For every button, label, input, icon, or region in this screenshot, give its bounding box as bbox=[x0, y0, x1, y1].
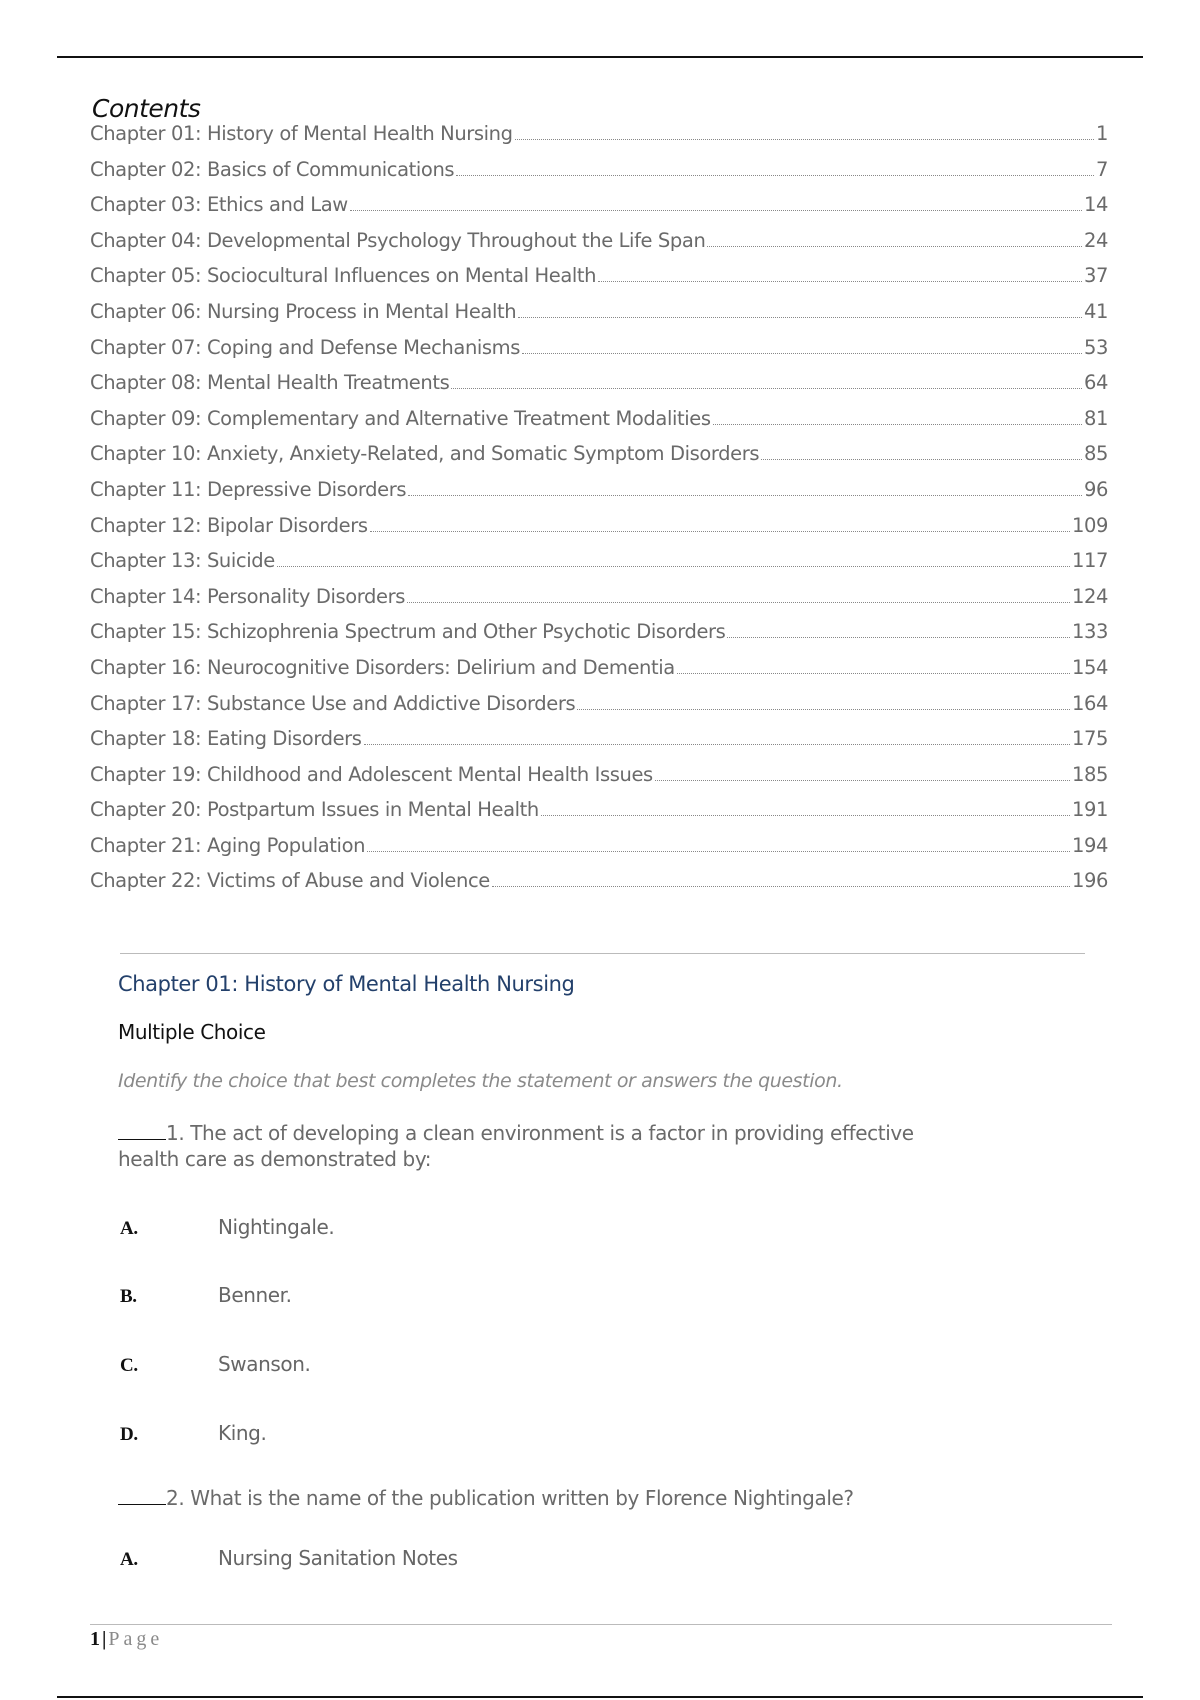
option-a bbox=[120, 1215, 334, 1240]
toc-dot-leader bbox=[370, 531, 1070, 532]
toc-entry-page: 81 bbox=[1083, 406, 1108, 430]
toc-dot-leader bbox=[655, 780, 1070, 781]
toc-entry-label: Chapter 07: Coping and Defense Mechanisms bbox=[90, 335, 521, 359]
toc-dot-leader bbox=[761, 459, 1082, 460]
option-letter: C. bbox=[120, 1355, 138, 1376]
toc-entry[interactable] bbox=[90, 585, 1108, 621]
footer-separator: | bbox=[102, 1628, 107, 1650]
toc-dot-leader bbox=[407, 602, 1070, 603]
toc-entry-label: Chapter 01: History of Mental Health Nursing bbox=[90, 122, 513, 145]
toc-entry-page: 185 bbox=[1071, 762, 1108, 786]
toc-entry-label: Chapter 11: Depressive Disorders bbox=[90, 477, 407, 501]
toc-entry-page: 175 bbox=[1071, 727, 1108, 751]
toc-entry[interactable] bbox=[90, 407, 1108, 443]
toc-entry[interactable] bbox=[90, 763, 1108, 799]
toc-dot-leader bbox=[451, 388, 1082, 389]
toc-entry[interactable] bbox=[90, 514, 1108, 550]
toc-dot-leader bbox=[522, 353, 1082, 354]
option-text: Nursing Sanitation Notes bbox=[218, 1546, 458, 1570]
toc-entry-label: Chapter 15: Schizophrenia Spectrum and Other Psychotic Disorders bbox=[90, 620, 726, 644]
instruction-text: Identify the choice that best completes the statement or answers the question. bbox=[118, 1070, 843, 1092]
toc-entry[interactable] bbox=[90, 478, 1108, 514]
toc-entry[interactable] bbox=[90, 656, 1108, 692]
toc-entry-page: 24 bbox=[1083, 228, 1108, 252]
toc-entry[interactable] bbox=[90, 798, 1108, 834]
page-label: Page bbox=[108, 1628, 164, 1650]
toc-entry[interactable] bbox=[90, 229, 1108, 265]
toc-dot-leader bbox=[677, 673, 1070, 674]
toc-entry-page: 64 bbox=[1083, 371, 1108, 395]
option-letter: A. bbox=[120, 1549, 138, 1570]
toc-dot-leader bbox=[367, 851, 1070, 852]
question-text: 2. What is the name of the publication written by Florence Nightingale? bbox=[166, 1486, 854, 1510]
toc-entry-label: Chapter 05: Sociocultural Influences on Mental Health bbox=[90, 264, 597, 288]
page-number: 1 bbox=[90, 1628, 100, 1650]
question-text: 1. The act of developing a clean environment is a factor in providing effective health care as demonstrated by: bbox=[118, 1121, 914, 1171]
top-rule bbox=[57, 56, 1143, 58]
footer-rule bbox=[90, 1624, 1112, 1625]
toc-entry-label: Chapter 19: Childhood and Adolescent Mental Health Issues bbox=[90, 762, 653, 786]
toc-entry-label: Chapter 20: Postpartum Issues in Mental Health bbox=[90, 798, 539, 822]
toc-entry[interactable] bbox=[90, 336, 1108, 372]
toc-entry-label: Chapter 13: Suicide bbox=[90, 549, 275, 573]
toc-dot-leader bbox=[707, 246, 1082, 247]
toc-dot-leader bbox=[713, 424, 1082, 425]
toc-entry-page: 164 bbox=[1071, 691, 1108, 715]
toc-entry-page: 194 bbox=[1071, 833, 1108, 857]
toc-entry-page: 1 bbox=[1095, 122, 1108, 145]
bottom-rule bbox=[57, 1696, 1143, 1698]
toc-entry[interactable] bbox=[90, 834, 1108, 870]
toc-dot-leader bbox=[408, 495, 1082, 496]
toc-dot-leader bbox=[364, 744, 1070, 745]
toc-dot-leader bbox=[350, 210, 1082, 211]
option-letter: B. bbox=[120, 1286, 137, 1307]
toc-entry[interactable] bbox=[90, 442, 1108, 478]
toc-entry-label: Chapter 12: Bipolar Disorders bbox=[90, 513, 368, 537]
toc-dot-leader bbox=[727, 637, 1070, 638]
toc-entry[interactable] bbox=[90, 727, 1108, 763]
toc-entry-page: 14 bbox=[1083, 193, 1108, 217]
toc-entry[interactable] bbox=[90, 300, 1108, 336]
toc-entry-label: Chapter 16: Neurocognitive Disorders: Delirium and Dementia bbox=[90, 655, 675, 679]
section-heading: Multiple Choice bbox=[118, 1020, 266, 1044]
toc-entry-label: Chapter 02: Basics of Communications bbox=[90, 157, 455, 181]
toc-entry[interactable] bbox=[90, 158, 1108, 194]
toc-entry-page: 53 bbox=[1083, 335, 1108, 359]
question-1 bbox=[118, 1120, 978, 1172]
toc-entry-label: Chapter 14: Personality Disorders bbox=[90, 584, 405, 608]
toc-entry-page: 85 bbox=[1083, 442, 1108, 466]
toc-entry-page: 191 bbox=[1071, 798, 1108, 822]
option-text: Benner. bbox=[218, 1283, 292, 1307]
toc-entry-page: 41 bbox=[1083, 299, 1108, 323]
toc-entry-label: Chapter 17: Substance Use and Addictive Disorders bbox=[90, 691, 576, 715]
option-b bbox=[120, 1283, 292, 1308]
option-text: King. bbox=[218, 1421, 267, 1445]
option-c bbox=[120, 1352, 310, 1377]
toc-entry-page: 124 bbox=[1071, 584, 1108, 608]
toc-entry-page: 196 bbox=[1071, 869, 1108, 893]
toc-entry-label: Chapter 06: Nursing Process in Mental Health bbox=[90, 299, 517, 323]
toc-entry-label: Chapter 21: Aging Population bbox=[90, 833, 366, 857]
toc-entry-label: Chapter 03: Ethics and Law bbox=[90, 193, 348, 217]
toc-entry-label: Chapter 10: Anxiety, Anxiety-Related, and Somatic Symptom Disorders bbox=[90, 442, 760, 466]
toc-entry[interactable] bbox=[90, 869, 1108, 905]
toc-entry-page: 117 bbox=[1071, 549, 1108, 573]
toc-entry-page: 133 bbox=[1071, 620, 1108, 644]
option-letter: A. bbox=[120, 1218, 138, 1239]
toc-entry-page: 154 bbox=[1071, 655, 1108, 679]
toc-entry[interactable] bbox=[90, 692, 1108, 728]
toc-entry-label: Chapter 08: Mental Health Treatments bbox=[90, 371, 450, 395]
option-text: Nightingale. bbox=[218, 1215, 335, 1239]
toc-entry[interactable] bbox=[90, 122, 1108, 158]
page-footer bbox=[90, 1628, 163, 1651]
section-divider bbox=[120, 953, 1085, 954]
answer-blank bbox=[118, 1486, 166, 1505]
option-d bbox=[120, 1421, 266, 1446]
toc-entry-page: 37 bbox=[1083, 264, 1108, 288]
toc-dot-leader bbox=[456, 175, 1094, 176]
toc-dot-leader bbox=[277, 566, 1070, 567]
contents-title: Contents bbox=[92, 94, 201, 123]
chapter-heading: Chapter 01: History of Mental Health Nursing bbox=[118, 972, 575, 996]
question-2 bbox=[118, 1485, 978, 1511]
toc-entry-label: Chapter 18: Eating Disorders bbox=[90, 727, 362, 751]
toc-entry-label: Chapter 09: Complementary and Alternative Treatment Modalities bbox=[90, 406, 711, 430]
toc-entry[interactable] bbox=[90, 264, 1108, 300]
toc-entry[interactable] bbox=[90, 193, 1108, 229]
answer-blank bbox=[118, 1121, 166, 1140]
toc-entry-page: 109 bbox=[1071, 513, 1108, 537]
option-a bbox=[120, 1546, 458, 1571]
toc-entry-label: Chapter 22: Victims of Abuse and Violence bbox=[90, 869, 490, 893]
option-letter: D. bbox=[120, 1424, 138, 1445]
toc-dot-leader bbox=[541, 815, 1070, 816]
toc-dot-leader bbox=[515, 139, 1094, 140]
toc-entry-page: 96 bbox=[1083, 477, 1108, 501]
toc-entry-label: Chapter 04: Developmental Psychology Throughout the Life Span bbox=[90, 228, 706, 252]
option-text: Swanson. bbox=[218, 1352, 311, 1376]
toc-dot-leader bbox=[598, 281, 1082, 282]
table-of-contents bbox=[90, 122, 1108, 905]
toc-entry[interactable] bbox=[90, 620, 1108, 656]
toc-dot-leader bbox=[518, 317, 1082, 318]
toc-entry[interactable] bbox=[90, 371, 1108, 407]
toc-entry[interactable] bbox=[90, 549, 1108, 585]
toc-entry-page: 7 bbox=[1095, 157, 1108, 181]
toc-dot-leader bbox=[577, 709, 1070, 710]
toc-dot-leader bbox=[492, 886, 1070, 887]
